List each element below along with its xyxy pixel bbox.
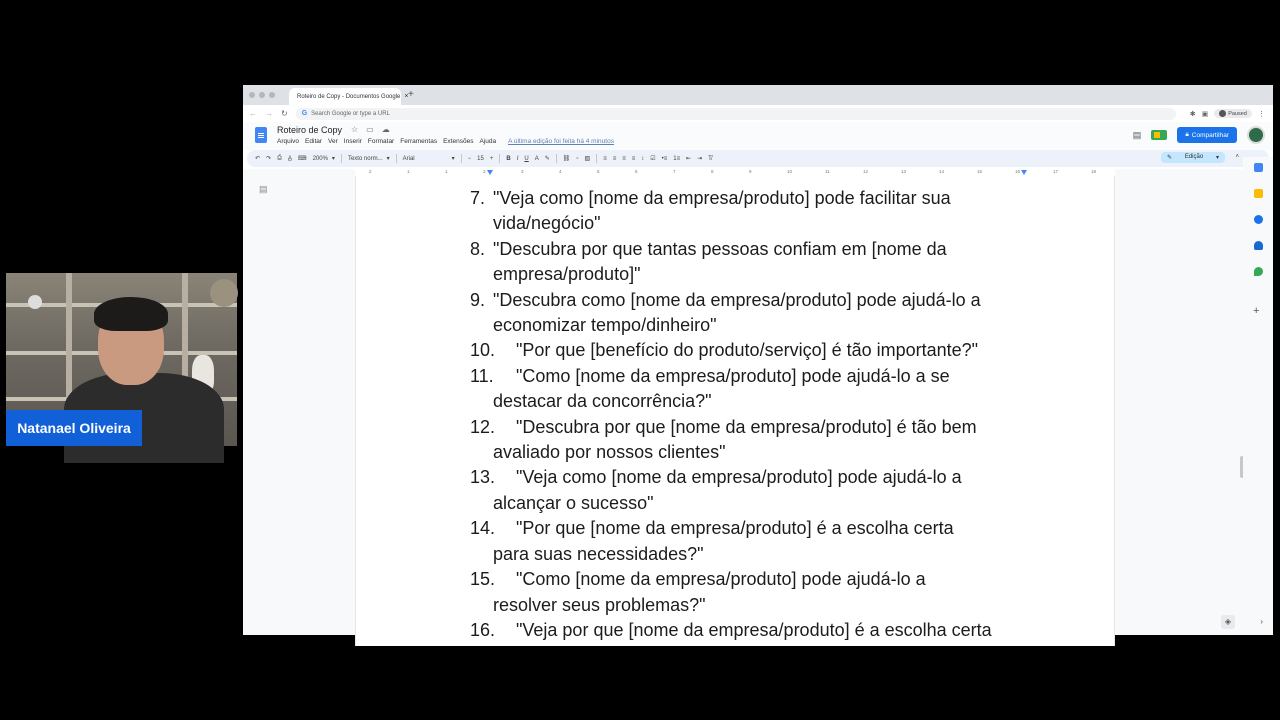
menu-inserir[interactable]: Inserir (343, 138, 362, 145)
align-left-icon[interactable]: ≡ (603, 155, 607, 162)
new-tab-button[interactable]: + (408, 89, 414, 100)
font-select[interactable] (403, 155, 455, 162)
side-panel (1243, 157, 1273, 635)
checklist-icon[interactable]: ☑ (650, 156, 656, 162)
italic-icon[interactable]: I (516, 155, 519, 162)
list-item-text (493, 567, 1030, 618)
list-item-text (516, 618, 1030, 643)
ruler-number: 6 (635, 169, 638, 174)
tab-title: Roteiro de Copy - Documentos Google (297, 93, 401, 100)
star-icon[interactable]: ☆ (351, 125, 359, 134)
undo-icon[interactable]: ↶ (255, 156, 261, 162)
list-item[interactable] (470, 516, 1030, 567)
list-item-number: 12. (470, 416, 496, 437)
lock-icon: 🔒︎ (1185, 131, 1189, 138)
ruler-number: 2 (369, 169, 372, 174)
line-spacing-icon[interactable]: ↕ (641, 155, 645, 162)
align-right-icon[interactable]: ≡ (622, 155, 626, 162)
list-item[interactable] (470, 288, 1030, 339)
ruler-number: 18 (1091, 169, 1097, 174)
reload-icon[interactable]: ↻ (281, 109, 288, 118)
google-icon: G (301, 110, 308, 117)
style-value: Texto norm... (347, 155, 383, 162)
zoom-value: 200% (312, 155, 328, 162)
contacts-icon[interactable] (1254, 241, 1263, 250)
list-item-line: "Veja como [nome da empresa/produto] pode facilitar sua (493, 188, 951, 208)
list-item-number: 13. (470, 467, 496, 488)
numbered-list (470, 186, 1030, 643)
editing-mode-select[interactable] (1161, 152, 1225, 163)
ruler-number: 14 (939, 169, 945, 174)
clear-formatting-icon[interactable]: T̸ (708, 155, 712, 162)
paint-format-icon[interactable]: ⌨ (297, 156, 307, 162)
back-icon[interactable]: ← (249, 109, 257, 118)
list-item[interactable] (470, 186, 1030, 237)
menu-extensoes[interactable]: Extensões (443, 138, 474, 145)
cloud-status-icon[interactable]: ☁ (381, 125, 390, 134)
list-item-text (493, 288, 1030, 339)
list-item[interactable] (470, 237, 1030, 288)
meet-icon[interactable] (1151, 130, 1167, 140)
document-title[interactable]: Roteiro de Copy (277, 125, 343, 135)
style-select[interactable] (348, 155, 390, 162)
address-bar-row (243, 105, 1273, 122)
close-tab-icon[interactable]: × (404, 93, 409, 100)
tasks-icon[interactable] (1254, 215, 1263, 224)
chevron-up-icon[interactable]: ˄ (1235, 154, 1239, 160)
list-item[interactable] (470, 338, 1030, 363)
list-item[interactable] (470, 364, 1030, 415)
profile-avatar-icon (1219, 110, 1226, 117)
list-item-line: "Veja como [nome da empresa/produto] pode ajudá-lo a (516, 467, 962, 488)
list-item-number: 7. (470, 188, 486, 208)
calendar-icon[interactable] (1254, 163, 1263, 172)
list-item-text (493, 364, 1030, 415)
ruler-number: 4 (559, 169, 562, 174)
list-item-line: "Por que [benefício do produto/serviço] é tão importante?" (516, 340, 979, 361)
ruler-number: 2 (483, 169, 486, 174)
ruler-number: 10 (787, 169, 793, 174)
list-item-text (493, 516, 1030, 567)
increase-indent-icon[interactable]: ⇥ (697, 156, 703, 162)
list-item-text (493, 186, 1030, 237)
align-justify-icon[interactable]: ≡ (631, 155, 636, 162)
document-outline-icon[interactable]: ▤ (259, 184, 268, 194)
numbered-list-icon[interactable]: 1≡ (673, 155, 681, 162)
chevron-down-icon: ▾ (331, 156, 335, 162)
list-item-line: "Por que [nome da empresa/produto] é a escolha certa (516, 518, 954, 539)
explore-icon[interactable]: ◈ (1221, 615, 1235, 629)
list-item-number: 11. (470, 365, 494, 386)
share-label: Compartilhar (1191, 131, 1229, 139)
edit-pencil-icon: ✎ (1167, 155, 1173, 161)
list-item-line: alcançar o sucesso" (493, 492, 654, 513)
list-item-line: "Veja por que [nome da empresa/produto] é a escolha certa (516, 619, 992, 640)
ruler-number: 7 (673, 169, 676, 174)
list-item-line: avaliado por nossos clientes" (493, 442, 726, 463)
person-hair (94, 297, 168, 331)
ruler-number: 1 (407, 169, 410, 174)
account-avatar[interactable] (1247, 126, 1265, 144)
add-addon-icon[interactable]: + (1253, 305, 1260, 317)
chevron-down-icon: ▾ (451, 156, 455, 162)
sidepanel-icon[interactable]: ▣ (1201, 110, 1209, 118)
list-item-line: economizar tempo/dinheiro" (493, 315, 717, 336)
browser-menu-icon[interactable]: ⋮ (1257, 110, 1265, 118)
list-item-line: "Descubra por que tantas pessoas confiam em [nome da (493, 238, 947, 259)
maps-icon[interactable] (1254, 267, 1263, 276)
text-color-icon[interactable]: A (534, 155, 539, 162)
list-item-line: resolver seus problemas?" (493, 594, 706, 615)
paused-label: Paused (1228, 110, 1247, 117)
docs-logo-icon[interactable] (255, 127, 267, 143)
bulleted-list-icon[interactable]: •≡ (661, 155, 668, 162)
share-button[interactable] (1177, 127, 1237, 143)
menu-ferramentas[interactable]: Ferramentas (400, 138, 438, 145)
underline-icon[interactable]: U (524, 155, 529, 162)
ruler-number: 15 (977, 169, 983, 174)
list-item-line: vida/negócio" (493, 213, 601, 234)
list-item-number: 10. (470, 340, 496, 361)
tab-roteiro[interactable] (289, 88, 409, 105)
keep-icon[interactable] (1254, 189, 1263, 198)
document-page[interactable] (355, 176, 1115, 646)
decrease-indent-icon[interactable]: ⇤ (686, 156, 692, 162)
address-bar[interactable] (296, 108, 1176, 120)
list-item-text (493, 415, 1030, 466)
ruler-number: 3 (521, 169, 524, 174)
list-item-number: 9. (470, 289, 486, 310)
ruler-number: 17 (1053, 169, 1059, 174)
list-item[interactable] (470, 465, 1030, 516)
ruler-number: 1 (445, 169, 448, 174)
clock-decor (28, 295, 42, 309)
list-item-line: "Descubra por que [nome da empresa/produto] é tão bem (516, 416, 977, 437)
forward-icon[interactable]: → (265, 109, 273, 118)
bold-icon[interactable]: B (506, 155, 511, 162)
window-controls[interactable] (249, 92, 275, 98)
ruler-number: 12 (863, 169, 869, 174)
align-center-icon[interactable]: ≡ (612, 155, 617, 162)
list-item[interactable] (470, 567, 1030, 618)
ruler-number: 9 (749, 169, 752, 174)
menu-arquivo[interactable]: Arquivo (277, 138, 300, 145)
list-item-text (493, 237, 1030, 288)
list-item-line: "Descubra como [nome da empresa/produto] pode ajudá-lo a (493, 289, 981, 310)
font-size-increase-icon[interactable]: + (489, 155, 494, 162)
browser-window (243, 85, 1273, 640)
print-icon[interactable]: ⎙ (277, 155, 282, 161)
list-item[interactable] (470, 618, 1030, 643)
menu-bar (277, 138, 614, 145)
move-folder-icon[interactable]: ▭ (366, 125, 374, 134)
menu-formatar[interactable]: Formatar (367, 138, 395, 145)
tab-strip (243, 85, 1273, 105)
list-item-number: 14. (470, 518, 496, 539)
font-size-input[interactable]: 15 (477, 155, 484, 162)
list-item[interactable] (470, 415, 1030, 466)
profile-paused-button[interactable] (1214, 109, 1252, 118)
link-icon[interactable]: ⛓ (562, 156, 571, 162)
chevron-down-icon: ▾ (386, 156, 390, 162)
list-item-line: "Como [nome da empresa/produto] pode ajudá-lo a se (516, 365, 950, 386)
redo-icon[interactable]: ↷ (266, 156, 272, 162)
list-item-line: destacar da concorrência?" (493, 391, 712, 412)
list-item-number: 16. (470, 619, 496, 640)
spellcheck-icon[interactable]: A̲ (287, 155, 292, 162)
list-item-line: "Como [nome da empresa/produto] pode ajudá-lo a (516, 569, 926, 590)
list-item-text (493, 465, 1030, 516)
speaker-name-tag: Natanael Oliveira (6, 410, 142, 446)
chevron-down-icon: ▾ (1215, 155, 1219, 161)
document-area (243, 176, 1243, 640)
font-value: Arial (402, 155, 415, 162)
ruler-number: 16 (1015, 169, 1021, 174)
list-item-number: 15. (470, 569, 496, 590)
mode-label: Edição (1184, 154, 1204, 160)
ruler-number: 11 (825, 169, 830, 174)
insert-image-icon[interactable]: ▨ (584, 156, 591, 162)
menu-editar[interactable]: Editar (305, 138, 323, 145)
list-item-line: empresa/produto]" (493, 264, 641, 285)
font-size-decrease-icon[interactable]: − (467, 155, 472, 162)
insert-comment-icon[interactable]: ▫ (576, 155, 579, 162)
last-edit-link[interactable]: A última edição foi feita há 4 minutos (508, 138, 614, 145)
address-placeholder: Search Google or type a URL (311, 110, 390, 117)
list-item-line: para suas necessidades?" (493, 543, 704, 564)
ruler-number: 8 (711, 169, 714, 174)
menu-ver[interactable]: Ver (328, 138, 338, 145)
ruler-number: 5 (597, 169, 600, 174)
zoom-select[interactable] (313, 155, 335, 162)
side-panel-toggle-icon[interactable]: › (1260, 617, 1263, 626)
comment-history-icon[interactable]: ▤ (1132, 129, 1142, 140)
extensions-icon[interactable]: ✱ (1189, 110, 1196, 118)
formatting-toolbar (247, 150, 1269, 167)
globe-decor (210, 279, 238, 307)
ruler-number: 13 (901, 169, 907, 174)
menu-ajuda[interactable]: Ajuda (479, 138, 497, 145)
docs-header (243, 122, 1273, 150)
list-item-text (516, 338, 1030, 363)
highlight-icon[interactable]: ✎ (544, 156, 550, 162)
list-item-number: 8. (470, 238, 486, 259)
